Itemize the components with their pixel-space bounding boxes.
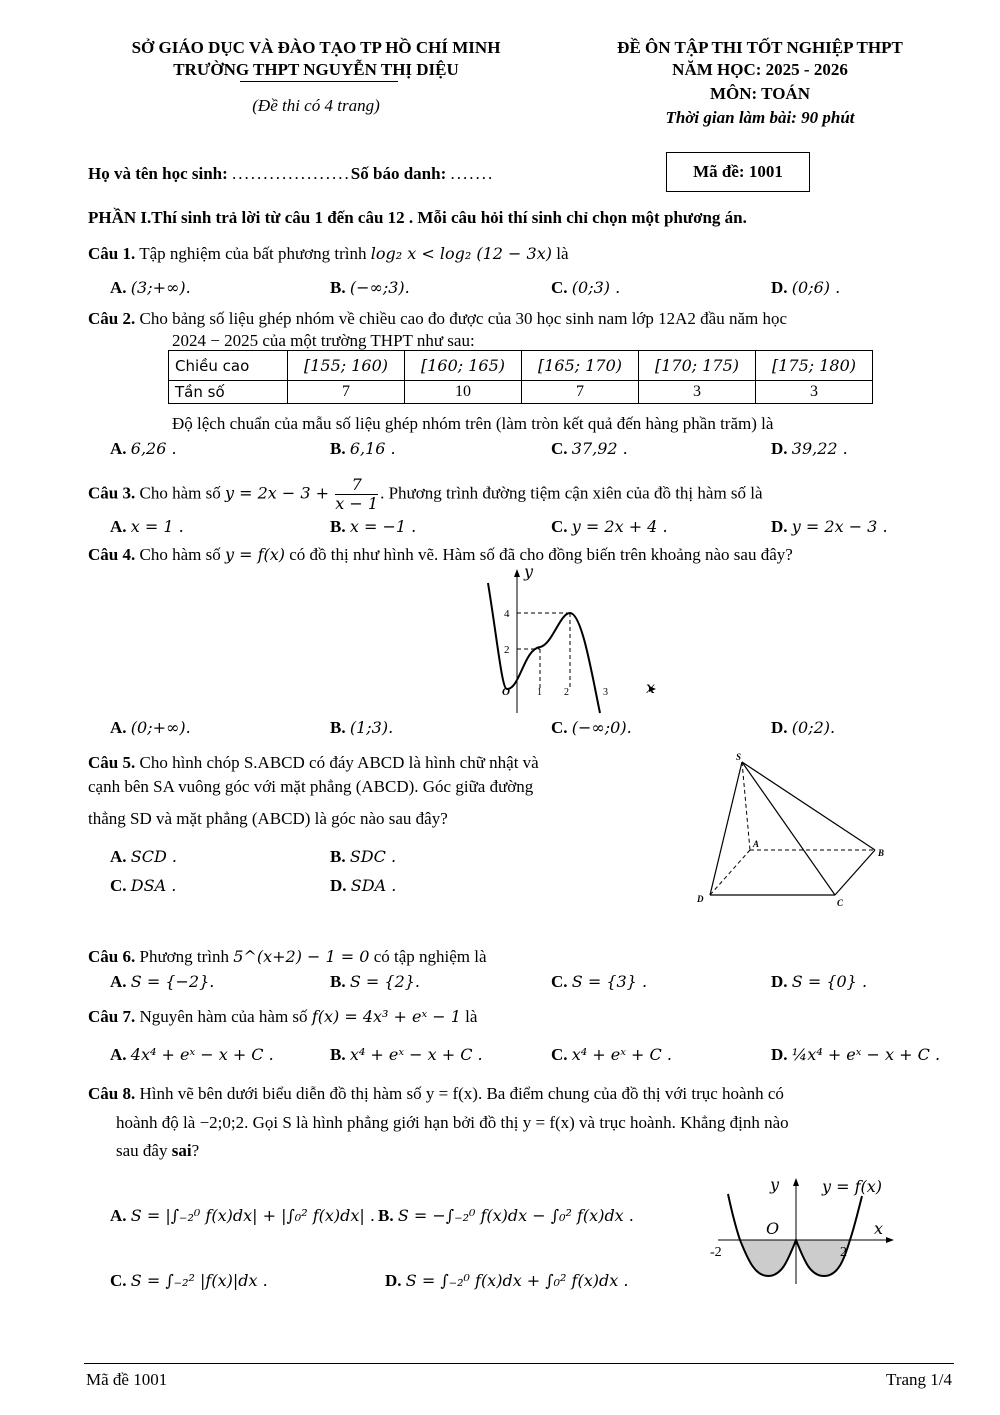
part-1-heading: PHẦN I.Thí sinh trả lời từ câu 1 đến câu 12 . Mỗi câu hỏi thí sinh chỉ chọn một phương án. xyxy=(88,208,747,227)
q6-text: Phương trình xyxy=(139,947,229,966)
q5-line-3: thẳng SD và mặt phẳng (ABCD) là góc nào sau đây? xyxy=(88,809,448,828)
q7-option-c[interactable]: C. x⁴ + eˣ + C . xyxy=(551,1045,672,1064)
point-S-label: S xyxy=(736,752,742,762)
table-cell: [175; 180) xyxy=(756,351,873,381)
student-info xyxy=(88,164,494,184)
table-cell: Tần số xyxy=(169,381,288,404)
q3-number: Câu 3. xyxy=(88,483,136,503)
q8-option-d[interactable]: D. S = ∫₋₂⁰ f(x)dx + ∫₀² f(x)dx . xyxy=(385,1271,629,1290)
table-cell: [170; 175) xyxy=(639,351,756,381)
q2-option-d[interactable]: D. 39,22 . xyxy=(771,439,848,458)
exam-title: ĐỀ ÔN TẬP THI TỐT NGHIỆP THPT xyxy=(617,38,903,57)
table-cell: 3 xyxy=(639,381,756,404)
q1-text: Tập nghiệm của bất phương trình xyxy=(139,244,367,263)
q1-option-b[interactable]: B. (−∞;3). xyxy=(330,278,410,297)
q1-option-a[interactable]: A. (3;+∞). xyxy=(110,278,191,297)
q2-text-1: Cho bảng số liệu ghép nhóm về chiều cao đo được của 30 học sinh nam lớp 12A2 đầu năm học xyxy=(139,309,788,328)
y-arrow-icon xyxy=(793,1178,799,1186)
edge-CB xyxy=(835,850,875,895)
edge-SB xyxy=(742,762,875,850)
q1-option-c[interactable]: C. (0;3) . xyxy=(551,278,621,297)
q3-option-c[interactable]: C. y = 2x + 4 . xyxy=(551,517,668,536)
q3-expression: y = 2x − 3 + xyxy=(224,483,330,503)
x-tick-2: 2 xyxy=(564,687,569,698)
name-label: Họ và tên học sinh: xyxy=(88,164,228,183)
q4-expression: y = f(x) xyxy=(224,545,286,564)
x-tick-2: 2 xyxy=(840,1245,847,1260)
point-C-label: C xyxy=(837,898,844,908)
q2-text-3: Độ lệch chuẩn của mẫu số liệu ghép nhóm trên (làm tròn kết quả đến hàng phần trăm) là xyxy=(172,414,774,433)
x-axis-label: x xyxy=(874,1219,884,1238)
q3-text: Cho hàm số xyxy=(139,483,221,503)
q4-number: Câu 4. xyxy=(88,545,136,564)
question-7 xyxy=(88,1006,954,1028)
q4-option-d[interactable]: D. (0;2). xyxy=(771,718,836,737)
q4-tail: có đồ thị như hình vẽ. Hàm số đã cho đồng biến trên khoảng nào sau đây? xyxy=(289,545,793,564)
table-cell: 10 xyxy=(405,381,522,404)
exam-time: Thời gian làm bài: 90 phút xyxy=(665,108,855,127)
y-tick-4: 4 xyxy=(504,608,510,620)
q8-function-graph xyxy=(700,1172,900,1287)
y-axis-label: y xyxy=(524,565,534,581)
q5-option-d[interactable]: D. SDA . xyxy=(330,876,397,895)
school-name: TRƯỜNG THPT NGUYỄN THỊ DIỆU xyxy=(173,60,459,79)
point-A-label: A xyxy=(753,839,760,849)
q3-tail: . Phương trình đường tiệm cận xiên của đồ thị hàm số là xyxy=(380,483,763,503)
pages-note: (Đề thi có 4 trang) xyxy=(252,96,380,115)
x-axis-label: x xyxy=(646,678,656,697)
q6-number: Câu 6. xyxy=(88,947,136,966)
q1-expression: log₂ x < log₂ (12 − 3x) xyxy=(370,244,552,263)
table-cell: 3 xyxy=(756,381,873,404)
edge-SC xyxy=(742,762,835,895)
table-cell: 7 xyxy=(522,381,639,404)
y-arrow-icon xyxy=(514,569,520,577)
q2-option-a[interactable]: A. 6,26 . xyxy=(110,439,177,458)
q6-option-b[interactable]: B. S = {2}. xyxy=(330,972,421,991)
point-B-label: B xyxy=(878,848,885,858)
q5-line-2: cạnh bên SA vuông góc với mặt phẳng (ABCD). Góc giữa đường xyxy=(88,777,534,796)
x-tick-neg2: -2 xyxy=(710,1245,722,1260)
school-year: NĂM HỌC: 2025 - 2026 xyxy=(672,60,848,79)
q7-number: Câu 7. xyxy=(88,1007,136,1026)
q8-line-1: Hình vẽ bên dưới biểu diễn đồ thị hàm số y = f(x). Ba điểm chung của đồ thị với trục hoành có xyxy=(139,1084,784,1103)
q2-option-b[interactable]: B. 6,16 . xyxy=(330,439,396,458)
q8-number: Câu 8. xyxy=(88,1084,136,1103)
q7-text: Nguyên hàm của hàm số xyxy=(139,1007,308,1026)
q3-option-a[interactable]: A. x = 1 . xyxy=(110,517,184,536)
subject: MÔN: TOÁN xyxy=(710,84,810,103)
question-6 xyxy=(88,946,954,968)
question-2 xyxy=(88,308,954,330)
exam-code-box: Mã đề: 1001 xyxy=(666,152,810,192)
table-cell: Chiều cao xyxy=(169,351,288,381)
q4-option-c[interactable]: C. (−∞;0). xyxy=(551,718,632,737)
q2-number: Câu 2. xyxy=(88,309,136,328)
q5-option-c[interactable]: C. DSA . xyxy=(110,876,177,895)
question-5 xyxy=(88,752,539,774)
function-curve xyxy=(728,1194,862,1276)
q2-text-2: 2024 − 2025 của một trường THPT như sau: xyxy=(172,331,475,350)
footer-exam-code: Mã đề 1001 xyxy=(86,1370,168,1389)
q7-option-b[interactable]: B. x⁴ + eˣ − x + C . xyxy=(330,1045,483,1064)
q7-expression: f(x) = 4x³ + eˣ − 1 xyxy=(311,1007,461,1026)
edge-SA xyxy=(742,762,750,850)
q5-number: Câu 5. xyxy=(88,753,136,772)
q3-option-d[interactable]: D. y = 2x − 3 . xyxy=(771,517,888,536)
q5-pyramid-figure xyxy=(690,748,900,910)
q8-line-3: sau đây sai? xyxy=(116,1141,200,1160)
q6-option-d[interactable]: D. S = {0} . xyxy=(771,972,868,991)
q7-option-d[interactable]: D. ¼x⁴ + eˣ − x + C . xyxy=(771,1045,941,1064)
q2-option-c[interactable]: C. 37,92 . xyxy=(551,439,628,458)
edge-SD xyxy=(710,762,742,895)
q7-option-a[interactable]: A. 4x⁴ + eˣ − x + C . xyxy=(110,1045,274,1064)
question-3 xyxy=(88,476,954,513)
q1-number: Câu 1. xyxy=(88,244,136,263)
footer-page-number: Trang 1/4 xyxy=(886,1370,952,1389)
x-tick-3: 3 xyxy=(603,687,608,698)
origin-label: O xyxy=(766,1219,780,1238)
q6-expression: 5^(x+2) − 1 = 0 xyxy=(233,947,370,966)
q4-option-b[interactable]: B. (1;3). xyxy=(330,718,394,737)
frequency-table xyxy=(168,350,873,404)
x-tick-1: 1 xyxy=(537,687,542,698)
x-arrow-icon xyxy=(886,1237,894,1243)
q5-option-a[interactable]: A. SCD . xyxy=(110,847,177,866)
table-row xyxy=(169,381,873,404)
q4-option-a[interactable]: A. (0;+∞). xyxy=(110,718,191,737)
q6-tail: có tập nghiệm là xyxy=(373,947,487,966)
q4-text: Cho hàm số xyxy=(139,545,221,564)
id-field: ....... xyxy=(450,164,495,183)
q6-option-a[interactable]: A. S = {−2}. xyxy=(110,972,215,991)
q3-option-b[interactable]: B. x = −1 . xyxy=(330,517,417,536)
table-cell: [165; 170) xyxy=(522,351,639,381)
q8-option-a[interactable]: A. S = |∫₋₂⁰ f(x)dx| + |∫₀² f(x)dx| . xyxy=(110,1206,375,1225)
table-row xyxy=(169,351,873,381)
footer-divider xyxy=(84,1363,954,1364)
table-cell: [155; 160) xyxy=(288,351,405,381)
origin-label: O xyxy=(502,686,510,698)
table-cell: [160; 165) xyxy=(405,351,522,381)
table-cell: 7 xyxy=(288,381,405,404)
name-field: ................... xyxy=(232,164,351,183)
id-label: Số báo danh: xyxy=(350,164,447,183)
q5-option-b[interactable]: B. SDC . xyxy=(330,847,397,866)
q6-option-c[interactable]: C. S = {3} . xyxy=(551,972,648,991)
q8-option-b[interactable]: B. S = −∫₋₂⁰ f(x)dx − ∫₀² f(x)dx . xyxy=(378,1206,634,1225)
question-8 xyxy=(88,1083,954,1105)
q4-function-graph xyxy=(460,565,660,715)
q5-line-1: Cho hình chóp S.ABCD có đáy ABCD là hình chữ nhật và xyxy=(139,753,539,772)
y-tick-2: 2 xyxy=(504,644,510,656)
school-underline xyxy=(240,81,398,82)
point-D-label: D xyxy=(697,894,704,904)
y-axis-label: y xyxy=(770,1175,780,1194)
q8-option-c[interactable]: C. S = ∫₋₂² |f(x)|dx . xyxy=(110,1271,268,1290)
function-label: y = f(x) xyxy=(822,1177,883,1196)
q1-tail: là xyxy=(556,244,569,263)
question-1 xyxy=(88,243,954,265)
q7-tail: là xyxy=(465,1007,478,1026)
q1-option-d[interactable]: D. (0;6) . xyxy=(771,278,841,297)
department-name: SỞ GIÁO DỤC VÀ ĐÀO TẠO TP HỒ CHÍ MINH xyxy=(131,38,501,57)
question-4 xyxy=(88,544,954,566)
q3-fraction: $\frac{7}{x - 1}$ xyxy=(335,475,379,513)
q8-line-2: hoành độ là −2;0;2. Gọi S là hình phẳng giới hạn bởi đồ thị y = f(x) và trục hoành. Khẳng định nào xyxy=(116,1113,789,1132)
